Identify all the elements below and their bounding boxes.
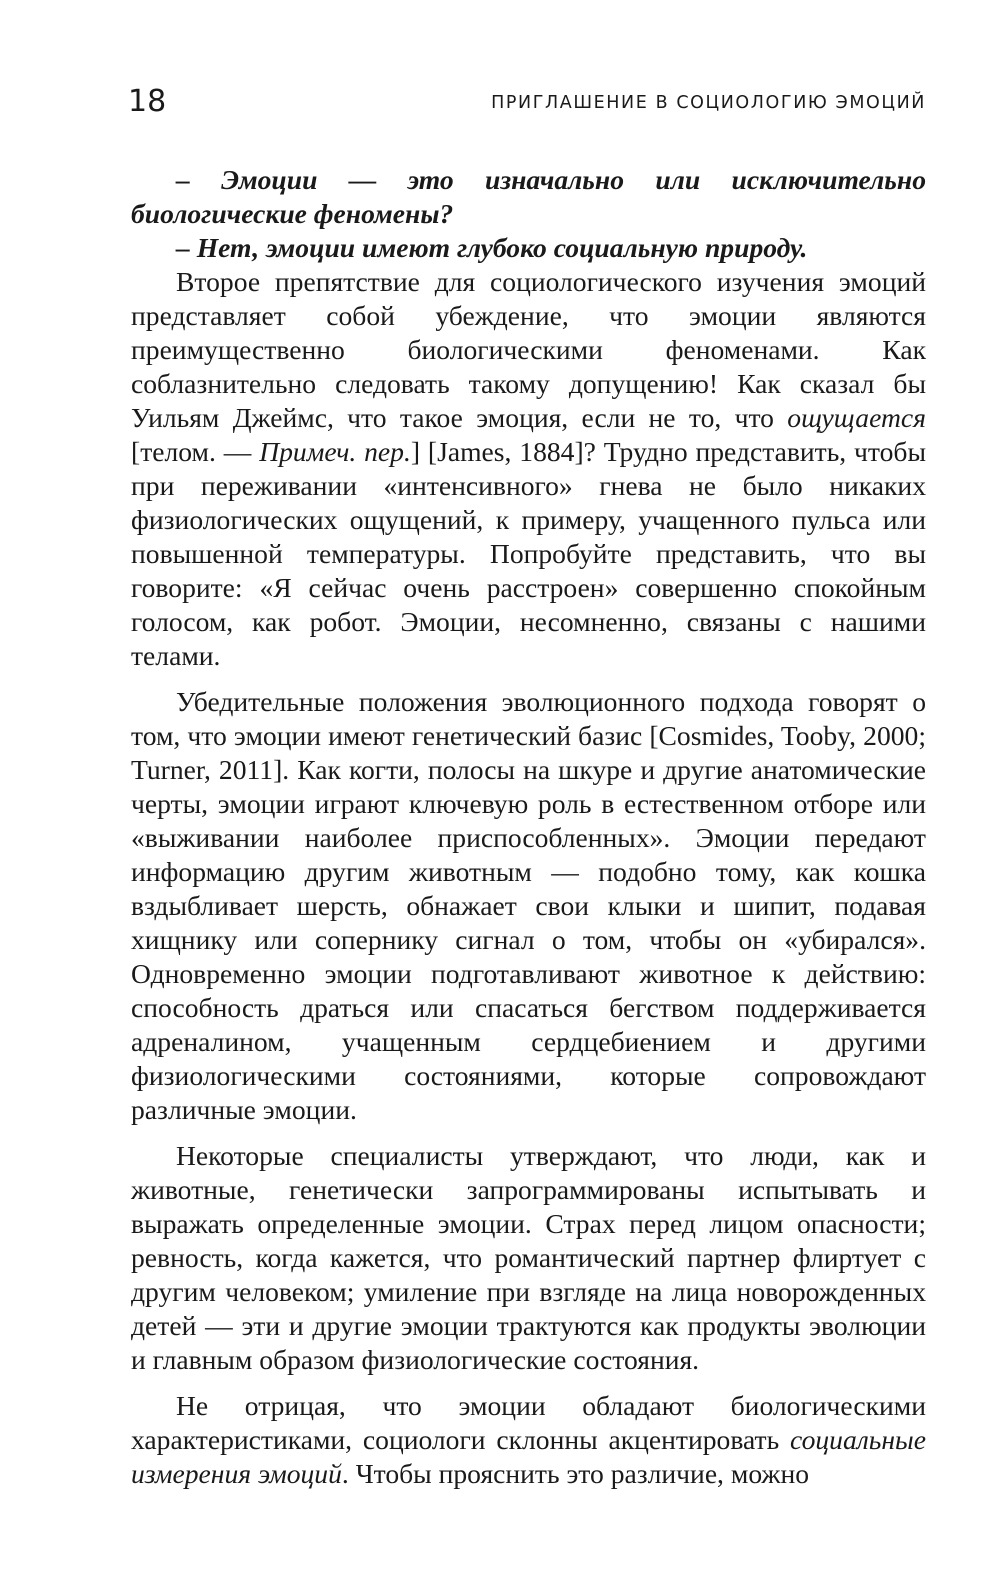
page-number: 18 <box>128 84 167 119</box>
running-title: ПРИГЛАШЕНИЕ В СОЦИОЛОГИЮ ЭМОЦИЙ <box>491 93 926 113</box>
body-text <box>131 163 926 1491</box>
paragraph-1-text-a: Второе препятствие для социологического изучения эмоций представляет собой убеждение, что эмоции являются преимущественно биологическими феноменами. Как соблазнительно следовать такому допущению! Как сказал бы Уильям Джеймс, что такое эмоция, если не то, что <box>131 266 926 433</box>
question-line: – Эмоции — это изначально или исключительно биологические феномены? <box>131 164 926 229</box>
paragraph-3: Некоторые специалисты утверждают, что люди, как и животные, генетически запрограммированы испытывать и выражать определенные эмоции. Страх перед лицом опасности; ревность, когда кажется, что романтический партнер флиртует с другим человеком; умиление при взгляде на лица новорожденных детей — эти и другие эмоции трактуются как продукты эволюции и главным образом физиологические состояния. <box>131 1140 926 1375</box>
answer-line: – Нет, эмоции имеют глубоко социальную природу. <box>176 232 808 263</box>
paragraph-1-italic-b: Примеч. пер. <box>259 436 411 467</box>
paragraph-4-text-a: Не отрицая, что эмоции обладают биологическими характеристиками, социологи склонны акцентировать <box>131 1390 926 1455</box>
paragraph-4-italic: социальные измерения эмоций <box>131 1424 926 1489</box>
paragraph-1-text-c: ] [James, 1884]? Трудно представить, чтобы при переживании «интенсивного» гнева не было никаких физиологических ощущений, к примеру, учащенного пульса или повышенной температуры. Попробуйте представить, что вы говорите: «Я сейчас очень расстроен» совершенно спокойным голосом, как робот. Эмоции, несомненно, связаны с нашими телами. <box>131 436 926 671</box>
paragraph-1-italic-a: ощущается <box>787 402 926 433</box>
paragraph-4 <box>131 1389 926 1491</box>
paragraph-1 <box>131 265 926 673</box>
paragraph-4-text-b: . Чтобы прояснить это различие, можно <box>341 1458 810 1489</box>
paragraph-1-text-b: [телом. — <box>131 436 260 467</box>
running-head <box>128 82 926 122</box>
paragraph-2: Убедительные положения эволюционного подхода говорят о том, что эмоции имеют генетический базис [Cosmides, Tooby, 2000; Turner, 2011]. Как когти, полосы на шкуре и другие анатомические черты, эмоции играют ключевую роль в естественном отборе или «выживании наиболее приспособленных». Эмоции передают информацию другим животным — подобно тому, как кошка вздыбливает шерсть, обнажает свои клыки и шипит, подавая хищнику или сопернику сигнал о том, чтобы он «убирался». Одновременно эмоции подготавливают животное к действию: способность драться или спасаться бегством поддерживается адреналином, учащенным сердцебиением и другими физиологическими состояниями, которые сопровождают различные эмоции. <box>131 686 926 1125</box>
